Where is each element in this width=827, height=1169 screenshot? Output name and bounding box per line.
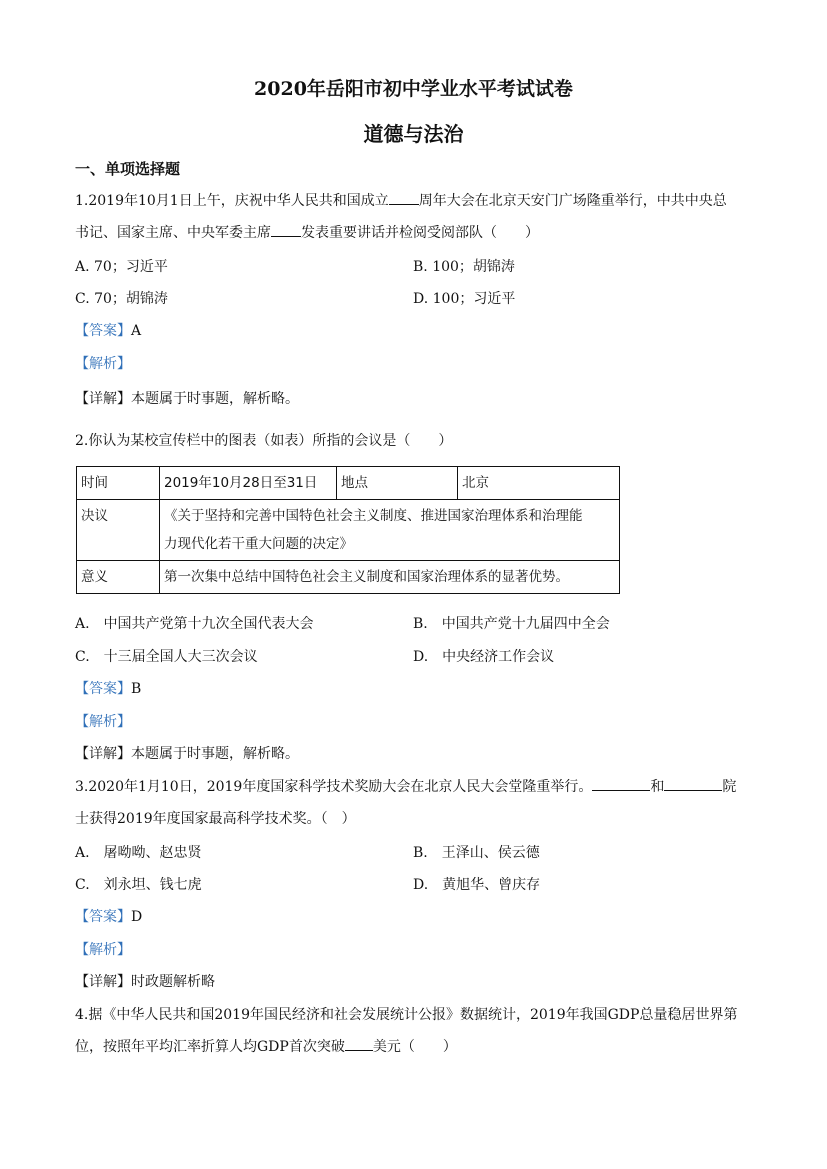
q1-stem-line1 (75, 190, 727, 210)
q3-option-b: B. 王泽山、侯云德 (413, 845, 540, 861)
q3-detail (75, 971, 215, 991)
q4-text-a: 位，按照年平均汇率折算人均GDP首次突破 (75, 1039, 345, 1055)
q3-text-a: 3.2020年1月10日，2019年度国家科学技术奖励大会在北京人民大会堂隆重举行。 (75, 779, 593, 795)
q1-detail-text: 本题属于时事题，解析略。 (131, 391, 299, 407)
time-label: 时间 (77, 467, 160, 500)
q1-text-d: 发表重要讲话并检阅受阅部队（ ） (301, 225, 539, 241)
exam-title: 2020年岳阳市初中学业水平考试试卷 (254, 78, 573, 100)
place-label: 地点 (337, 467, 458, 500)
answer-tag: 【答案】 (75, 323, 131, 339)
q2-option-b: B. 中国共产党十九届四中全会 (413, 616, 610, 632)
meaning-value: 第一次集中总结中国特色社会主义制度和国家治理体系的显著优势。 (160, 561, 620, 594)
detail-tag: 【详解】 (75, 391, 131, 407)
resolution-line-2: 力现代化若干重大问题的决定》 (164, 536, 353, 552)
q2-answer-value: B (131, 681, 142, 697)
q1-answer-value: A (131, 323, 142, 339)
detail-tag: 【详解】 (75, 974, 131, 990)
q2-option-a: A. 中国共产党第十九次全国代表大会 (75, 616, 314, 632)
detail-tag: 【详解】 (75, 746, 131, 762)
q4-text-b: 美元（ ） (372, 1039, 457, 1055)
q1-option-b: B. 100；胡锦涛 (413, 259, 515, 275)
q1-option-a: A. 70；习近平 (75, 259, 168, 275)
q2-analysis-tag: 【解析】 (75, 714, 131, 730)
q2-option-d: D. 中央经济工作会议 (413, 649, 555, 665)
table-row (77, 467, 620, 500)
table-row (77, 561, 620, 594)
q2-detail-text: 本题属于时事题，解析略。 (131, 746, 299, 762)
table-row (77, 500, 620, 561)
q1-analysis-tag: 【解析】 (75, 356, 131, 372)
q4-stem-line1: 4.据《中华人民共和国2019年国民经济和社会发展统计公报》数据统计，2019年我国GDP总量稳居世界第 (75, 1007, 738, 1023)
resolution-line-1: 《关于坚持和完善中国特色社会主义制度、推进国家治理体系和治理能 (164, 508, 583, 524)
q1-stem-line2 (75, 222, 539, 242)
q4-blank (345, 1038, 373, 1051)
q3-text-b: 和 (650, 779, 665, 795)
q1-text-c: 书记、国家主席、中央军委主席 (75, 225, 271, 241)
subject-title: 道德与法治 (363, 122, 464, 146)
q3-answer (75, 906, 142, 926)
time-value: 2019年10月28日至31日 (160, 467, 337, 500)
q3-stem-line1 (75, 776, 736, 796)
meeting-info-table (76, 466, 620, 594)
q1-text-b: 周年大会在北京天安门广场隆重举行，中共中央总 (418, 193, 727, 209)
q2-option-c: C. 十三届全国人大三次会议 (75, 649, 258, 665)
resolution-label: 决议 (77, 500, 160, 561)
q3-detail-text: 时政题解析略 (131, 974, 215, 990)
meaning-label: 意义 (77, 561, 160, 594)
q4-stem-line2 (75, 1036, 457, 1056)
q3-stem-line2: 士获得2019年度国家最高科学技术奖。（ ） (75, 811, 356, 827)
q2-detail (75, 743, 299, 763)
q3-analysis-tag: 【解析】 (75, 942, 131, 958)
q3-answer-value: D (131, 909, 143, 925)
q1-option-d: D. 100；习近平 (413, 291, 516, 307)
q1-blank-1 (389, 192, 419, 205)
q2-answer (75, 678, 141, 698)
q3-blank-2 (664, 778, 722, 791)
q3-option-a: A. 屠呦呦、赵忠贤 (75, 845, 202, 861)
answer-tag: 【答案】 (75, 681, 131, 697)
q3-option-c: C. 刘永坦、钱七虎 (75, 877, 202, 893)
q1-blank-2 (271, 224, 301, 237)
resolution-value (160, 500, 620, 561)
section-heading: 一、单项选择题 (75, 160, 181, 178)
q1-answer (75, 320, 141, 340)
q1-detail (75, 388, 299, 408)
q3-blank-1 (592, 778, 650, 791)
place-value: 北京 (458, 467, 620, 500)
q1-text-a: 1.2019年10月1日上午，庆祝中华人民共和国成立 (75, 193, 389, 209)
q1-option-c: C. 70；胡锦涛 (75, 291, 168, 307)
q2-stem: 2.你认为某校宣传栏中的图表（如表）所指的会议是（ ） (75, 433, 453, 449)
answer-tag: 【答案】 (75, 909, 131, 925)
q3-text-c: 院 (722, 779, 737, 795)
q3-option-d: D. 黄旭华、曾庆存 (413, 877, 541, 893)
